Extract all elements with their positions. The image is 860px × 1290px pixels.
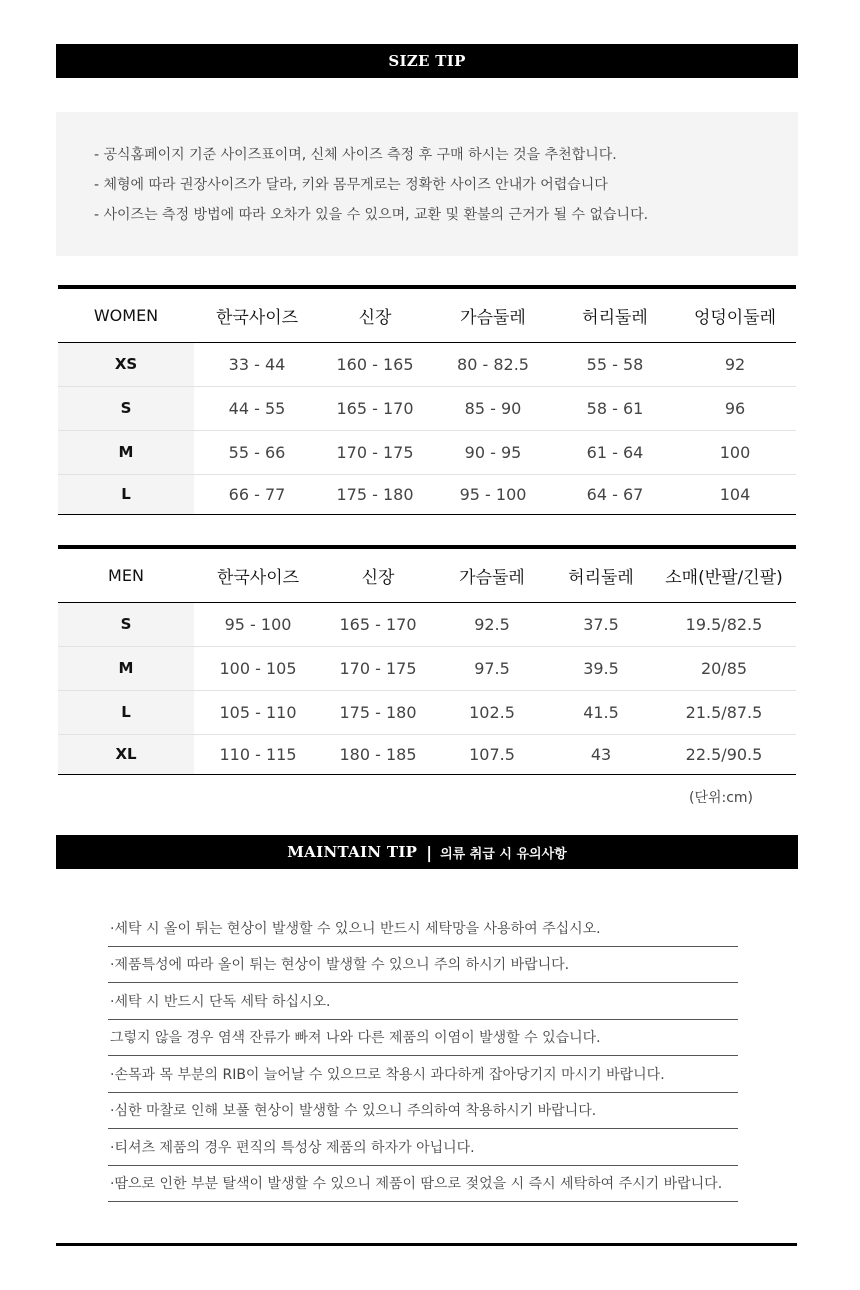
care-instructions-list xyxy=(108,910,738,1202)
table-cell: 110 - 115 xyxy=(194,734,322,774)
table-cell: 43 xyxy=(550,734,652,774)
table-row xyxy=(58,342,796,386)
table-cell: 55 - 66 xyxy=(194,430,320,474)
column-header: 한국사이즈 xyxy=(194,547,322,602)
table-cell: 95 - 100 xyxy=(194,602,322,646)
table-row xyxy=(58,386,796,430)
unit-label: (단위:cm) xyxy=(689,790,754,806)
column-header: 허리둘레 xyxy=(550,547,652,602)
table-cell: 92.5 xyxy=(434,602,550,646)
table-cell: 175 - 180 xyxy=(322,690,434,734)
size-label-cell: L xyxy=(58,474,194,514)
table-cell: 41.5 xyxy=(550,690,652,734)
table-row xyxy=(58,646,796,690)
size-label-cell: M xyxy=(58,646,194,690)
list-item: ·손목과 목 부분의 RIB이 늘어날 수 있으므로 착용시 과다하게 잡아당기지 마시기 바랍니다. xyxy=(108,1056,738,1093)
table-cell: 97.5 xyxy=(434,646,550,690)
men-size-table xyxy=(58,545,796,775)
maintain-tip-title: MAINTAIN TIP xyxy=(287,843,418,861)
table-cell: 170 - 175 xyxy=(322,646,434,690)
table-cell: 22.5/90.5 xyxy=(652,734,796,774)
size-label-cell: S xyxy=(58,602,194,646)
table-row xyxy=(58,474,796,514)
column-header: 가슴둘레 xyxy=(434,547,550,602)
size-label-cell: XL xyxy=(58,734,194,774)
column-header: 가슴둘레 xyxy=(430,287,556,342)
list-item: ·땀으로 인한 부분 탈색이 발생할 수 있으니 제품이 땀으로 젖었을 시 즉시 세탁하여 주시기 바랍니다. xyxy=(108,1166,738,1203)
table-row xyxy=(58,602,796,646)
size-tip-line: - 공식홈페이지 기준 사이즈표이며, 신체 사이즈 측정 후 구매 하시는 것을 추천합니다. xyxy=(94,147,617,163)
size-tip-line: - 체형에 따라 권장사이즈가 달라, 키와 몸무게로는 정확한 사이즈 안내가 어렵습니다 xyxy=(94,177,608,193)
size-tip-title: SIZE TIP xyxy=(388,52,466,70)
size-label-cell: L xyxy=(58,690,194,734)
table-cell: 39.5 xyxy=(550,646,652,690)
table-cell: 165 - 170 xyxy=(322,602,434,646)
table-cell: 37.5 xyxy=(550,602,652,646)
table-cell: 80 - 82.5 xyxy=(430,342,556,386)
list-item: 그렇지 않을 경우 염색 잔류가 빠져 나와 다른 제품의 이염이 발생할 수 있습니다. xyxy=(108,1020,738,1057)
table-cell: 21.5/87.5 xyxy=(652,690,796,734)
table-cell: 19.5/82.5 xyxy=(652,602,796,646)
table-header-row xyxy=(58,547,796,602)
table-cell: 96 xyxy=(674,386,796,430)
table-cell: 160 - 165 xyxy=(320,342,430,386)
bottom-divider xyxy=(56,1243,797,1246)
table-cell: 33 - 44 xyxy=(194,342,320,386)
column-header: 한국사이즈 xyxy=(194,287,320,342)
list-item: ·세탁 시 반드시 단독 세탁 하십시오. xyxy=(108,983,738,1020)
table-cell: 100 xyxy=(674,430,796,474)
table-row xyxy=(58,734,796,774)
table-cell: 90 - 95 xyxy=(430,430,556,474)
table-cell: 95 - 100 xyxy=(430,474,556,514)
size-label-cell: M xyxy=(58,430,194,474)
table-cell: 58 - 61 xyxy=(556,386,674,430)
table-cell: 61 - 64 xyxy=(556,430,674,474)
table-cell: 64 - 67 xyxy=(556,474,674,514)
size-tip-header xyxy=(56,44,798,78)
list-item: ·심한 마찰로 인해 보풀 현상이 발생할 수 있으니 주의하여 착용하시기 바랍니다. xyxy=(108,1093,738,1130)
column-header: 소매(반팔/긴팔) xyxy=(652,547,796,602)
table-cell: 165 - 170 xyxy=(320,386,430,430)
table-cell: 105 - 110 xyxy=(194,690,322,734)
column-header: 허리둘레 xyxy=(556,287,674,342)
list-item: ·제품특성에 따라 올이 튀는 현상이 발생할 수 있으니 주의 하시기 바랍니다. xyxy=(108,947,738,984)
column-header: MEN xyxy=(58,547,194,602)
column-header: WOMEN xyxy=(58,287,194,342)
table-header-row xyxy=(58,287,796,342)
table-cell: 104 xyxy=(674,474,796,514)
maintain-tip-header xyxy=(56,835,798,869)
table-cell: 20/85 xyxy=(652,646,796,690)
table-row xyxy=(58,430,796,474)
table-cell: 92 xyxy=(674,342,796,386)
table-cell: 180 - 185 xyxy=(322,734,434,774)
table-cell: 44 - 55 xyxy=(194,386,320,430)
maintain-tip-subtitle: 의류 취급 시 유의사항 xyxy=(440,846,567,862)
table-cell: 102.5 xyxy=(434,690,550,734)
table-cell: 100 - 105 xyxy=(194,646,322,690)
column-header: 신장 xyxy=(322,547,434,602)
table-cell: 107.5 xyxy=(434,734,550,774)
table-cell: 175 - 180 xyxy=(320,474,430,514)
table-cell: 66 - 77 xyxy=(194,474,320,514)
size-label-cell: S xyxy=(58,386,194,430)
table-cell: 170 - 175 xyxy=(320,430,430,474)
list-item: ·티셔츠 제품의 경우 편직의 특성상 제품의 하자가 아닙니다. xyxy=(108,1129,738,1166)
table-cell: 85 - 90 xyxy=(430,386,556,430)
table-row xyxy=(58,690,796,734)
women-size-table xyxy=(58,285,796,515)
list-item: ·세탁 시 올이 튀는 현상이 발생할 수 있으니 반드시 세탁망을 사용하여 주십시오. xyxy=(108,910,738,947)
size-label-cell: XS xyxy=(58,342,194,386)
maintain-tip-separator: | xyxy=(426,842,433,862)
size-tip-line: - 사이즈는 측정 방법에 따라 오차가 있을 수 있으며, 교환 및 환불의 근거가 될 수 없습니다. xyxy=(94,207,649,223)
table-cell: 55 - 58 xyxy=(556,342,674,386)
column-header: 엉덩이둘레 xyxy=(674,287,796,342)
column-header: 신장 xyxy=(320,287,430,342)
size-tip-notice xyxy=(56,112,798,256)
